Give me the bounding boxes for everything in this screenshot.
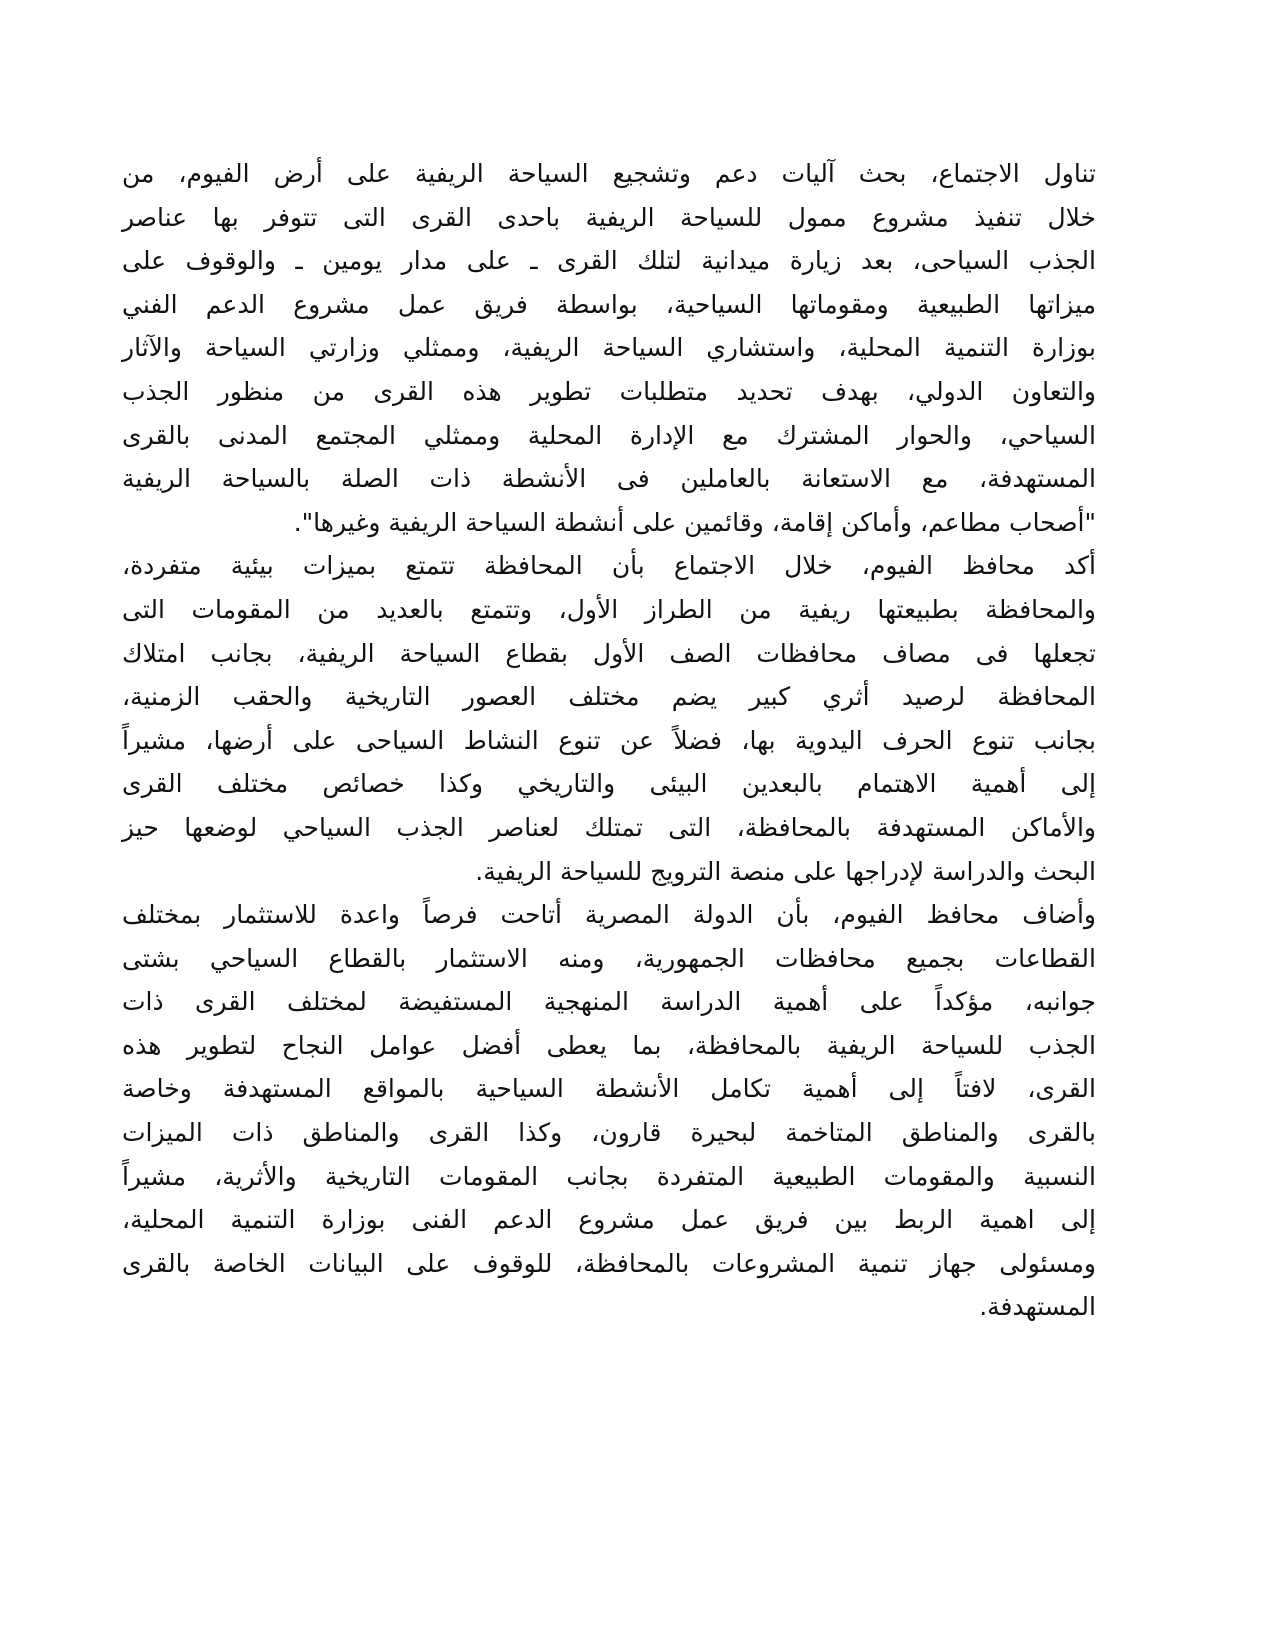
text-line: ميزاتها الطبيعية ومقوماتها السياحية، بواسطة فريق عمل مشروع الدعم الفني [122, 289, 1096, 319]
text-line: المستهدفة، مع الاستعانة بالعاملين فى الأنشطة ذات الصلة بالسياحة الريفية [122, 464, 1096, 494]
text-line: جوانبه، مؤكداً على أهمية الدراسة المنهجية المستفيضة لمختلف القرى ذات [122, 987, 1096, 1017]
text-line: السياحي، والحوار المشترك مع الإدارة المحلية وممثلي المجتمع المدنى بالقرى [122, 420, 1096, 450]
text-line: ومسئولى جهاز تنمية المشروعات بالمحافظة، للوقوف على البيانات الخاصة بالقرى [122, 1248, 1096, 1278]
text-line: خلال تنفيذ مشروع ممول للسياحة الريفية باحدى القرى التى تتوفر بها عناصر [122, 202, 1096, 232]
text-line: تناول الاجتماع، بحث آليات دعم وتشجيع السياحة الريفية على أرض الفيوم، من [122, 159, 1096, 188]
document-page [122, 152, 1096, 1329]
text-line: "أصحاب مطاعم، وأماكن إقامة، وقائمين على أنشطة السياحة الريفية وغيرها". [293, 507, 1096, 537]
text-line: الجذب للسياحة الريفية بالمحافظة، بما يعطى أفضل عوامل النجاح لتطوير هذه [122, 1030, 1096, 1060]
text-line: إلى أهمية الاهتمام بالبعدين البيئى والتاريخي وكذا خصائص مختلف القرى [122, 769, 1096, 799]
text-line: الجذب السياحى، بعد زيارة ميدانية لتلك القرى ـ على مدار يومين ـ والوقوف على [122, 246, 1096, 276]
text-line: المحافظة لرصيد أثري كبير يضم مختلف العصور التاريخية والحقب الزمنية، [122, 682, 1096, 712]
text-line: إلى اهمية الربط بين فريق عمل مشروع الدعم الفنى بوزارة التنمية المحلية، [122, 1205, 1096, 1235]
text-line: القطاعات بجميع محافظات الجمهورية، ومنه الاستثمار بالقطاع السياحي بشتى [122, 943, 1096, 973]
paragraph-governor-addition [122, 893, 1096, 1329]
text-line: البحث والدراسة لإدراجها على منصة الترويج للسياحة الريفية. [475, 856, 1096, 886]
text-line: تجعلها فى مصاف محافظات الصف الأول بقطاع السياحة الريفية، بجانب امتلاك [122, 638, 1096, 668]
text-line: المستهدفة. [979, 1292, 1096, 1322]
text-line: بجانب تنوع الحرف اليدوية بها، فضلاً عن تنوع النشاط السياحى على أرضها، مشيراً [122, 725, 1096, 755]
text-line: والأماكن المستهدفة بالمحافظة، التى تمتلك لعناصر الجذب السياحي لوضعها حيز [122, 812, 1096, 842]
text-line: النسبية والمقومات الطبيعية المتفردة بجانب المقومات التاريخية والأثرية، مشيراً [122, 1161, 1096, 1191]
text-line: أكد محافظ الفيوم، خلال الاجتماع بأن المحافظة تتمتع بميزات بيئية متفردة، [122, 551, 1096, 581]
text-line: بالقرى والمناطق المتاخمة لبحيرة قارون، وكذا القرى والمناطق ذات الميزات [122, 1118, 1096, 1148]
paragraph-governor-statement [122, 544, 1096, 893]
text-line: بوزارة التنمية المحلية، واستشاري السياحة الريفية، وممثلي وزارتي السياحة والآثار [122, 333, 1096, 363]
text-line: القرى، لافتاً إلى أهمية تكامل الأنشطة السياحية بالمواقع المستهدفة وخاصة [122, 1074, 1096, 1104]
paragraph-meeting-summary [122, 152, 1096, 544]
text-line: والتعاون الدولي، بهدف تحديد متطلبات تطوير هذه القرى من منظور الجذب [122, 376, 1096, 406]
text-line: والمحافظة بطبيعتها ريفية من الطراز الأول، وتتمتع بالعديد من المقومات التى [122, 594, 1096, 624]
text-line: وأضاف محافظ الفيوم، بأن الدولة المصرية أتاحت فرصاً واعدة للاستثمار بمختلف [122, 900, 1096, 930]
